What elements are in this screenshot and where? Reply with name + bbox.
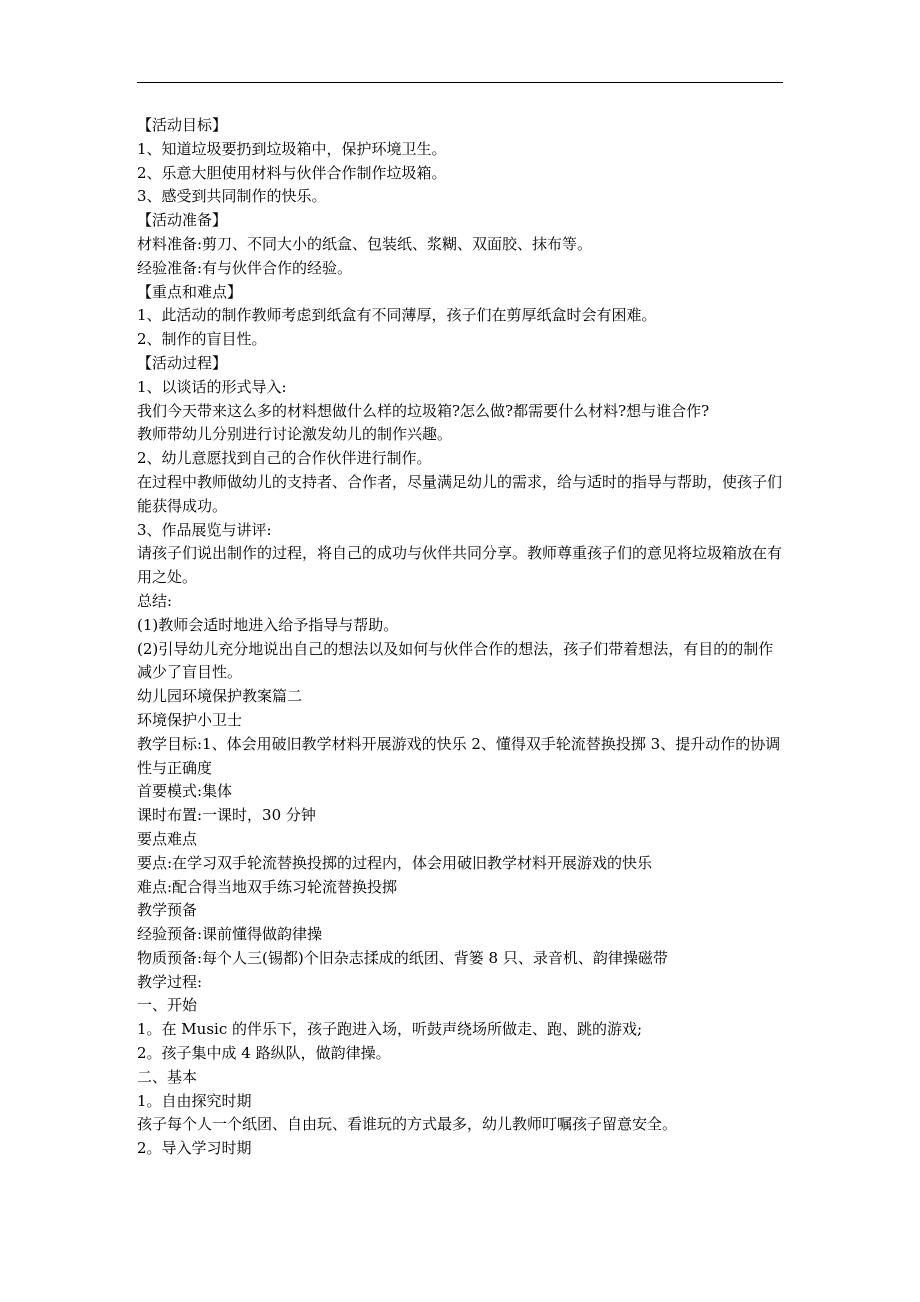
material-preparation: 材料准备:剪刀、不同大小的纸盒、包装纸、浆糊、双面胶、抹布等。 bbox=[137, 234, 593, 253]
difficulty-item-2: 2、制作的盲目性。 bbox=[137, 330, 267, 349]
summary-item-2: (2)引导幼儿充分地说出自己的想法以及如何与伙伴合作的想法，孩子们带着想法，有目的的制作减少了盲目性。 bbox=[137, 639, 774, 682]
process-step-2: 2、幼儿意愿找到自己的合作伙伴进行制作。 bbox=[137, 449, 432, 468]
basic-step-2: 2。导入学习时期 bbox=[137, 1139, 252, 1158]
summary-item-1: (1)教师会适时地进入给予指导与帮助。 bbox=[137, 615, 399, 634]
process-step-3: 3、作品展览与讲评: bbox=[137, 520, 272, 539]
main-mode: 首要模式:集体 bbox=[137, 782, 233, 801]
key-points-heading: 要点难点 bbox=[137, 829, 198, 848]
part-two-basic: 二、基本 bbox=[137, 1067, 198, 1086]
section-heading-activity-preparation: 【活动准备】 bbox=[137, 211, 228, 230]
material-prep: 物质预备:每个人三(锡都)个旧杂志揉成的纸团、背篓 8 只、录音机、韵律操磁带 bbox=[137, 948, 668, 967]
key-point: 要点:在学习双手轮流替换投掷的过程内，体会用破旧教学材料开展游戏的快乐 bbox=[137, 853, 653, 872]
lesson-plan-two-title: 幼儿园环境保护教案篇二 bbox=[137, 687, 303, 706]
class-arrangement: 课时布置:一课时，30 分钟 bbox=[137, 806, 316, 825]
difficulty-item-1: 1、此活动的制作教师考虑到纸盒有不同薄厚，孩子们在剪厚纸盒时会有困难。 bbox=[137, 306, 657, 325]
experience-preparation: 经验准备:有与伙伴合作的经验。 bbox=[137, 258, 353, 277]
goal-item-3: 3、感受到共同制作的快乐。 bbox=[137, 187, 327, 206]
start-step-1: 1。在 Music 的伴乐下，孩子跑进入场，听鼓声绕场所做走、跑、跳的游戏; bbox=[137, 1020, 643, 1039]
process-step-1: 1、以谈话的形式导入: bbox=[137, 377, 287, 396]
experience-prep: 经验预备:课前懂得做韵律操 bbox=[137, 925, 323, 944]
lesson-plan-two-subtitle: 环境保护小卫士 bbox=[137, 710, 243, 729]
section-heading-activity-process: 【活动过程】 bbox=[137, 353, 228, 372]
basic-step-1: 1。自由探究时期 bbox=[137, 1091, 252, 1110]
document-body bbox=[137, 114, 787, 1161]
teaching-preparation-heading: 教学预备 bbox=[137, 901, 198, 920]
section-heading-key-difficulties: 【重点和难点】 bbox=[137, 282, 243, 301]
part-one-start: 一、开始 bbox=[137, 996, 198, 1015]
section-heading-activity-goals: 【活动目标】 bbox=[137, 116, 228, 134]
process-step-2-text: 在过程中教师做幼儿的支持者、合作者，尽量满足幼儿的需求，给与适时的指导与帮助，使孩子们能获得成功。 bbox=[137, 472, 783, 515]
teaching-goals: 教学目标:1、体会用破旧教学材料开展游戏的快乐 2、懂得双手轮流替换投掷 3、提升动作的协调性与正确度 bbox=[137, 734, 781, 777]
goal-item-2: 2、乐意大胆使用材料与伙伴合作制作垃圾箱。 bbox=[137, 163, 447, 182]
start-step-2: 2。孩子集中成 4 路纵队，做韵律操。 bbox=[137, 1044, 391, 1063]
process-step-1-note: 教师带幼儿分别进行讨论激发幼儿的制作兴趣。 bbox=[137, 425, 453, 444]
summary-heading: 总结: bbox=[137, 591, 173, 610]
process-step-3-text: 请孩子们说出制作的过程，将自己的成功与伙伴共同分享。教师尊重孩子们的意见将垃圾箱放在有用之处。 bbox=[137, 544, 783, 587]
teaching-process-heading: 教学过程: bbox=[137, 972, 203, 991]
process-step-1-text: 我们今天带来这么多的材料想做什么样的垃圾箱?怎么做?都需要什么材料?想与谁合作? bbox=[137, 401, 710, 420]
basic-step-1-text: 孩子每个人一个纸团、自由玩、看谁玩的方式最多，幼儿教师叮嘱孩子留意安全。 bbox=[137, 1115, 678, 1134]
difficult-point: 难点:配合得当地双手练习轮流替换投掷 bbox=[137, 877, 398, 896]
goal-item-1: 1、知道垃圾要扔到垃圾箱中，保护环境卫生。 bbox=[137, 139, 447, 158]
header-rule bbox=[137, 82, 783, 83]
